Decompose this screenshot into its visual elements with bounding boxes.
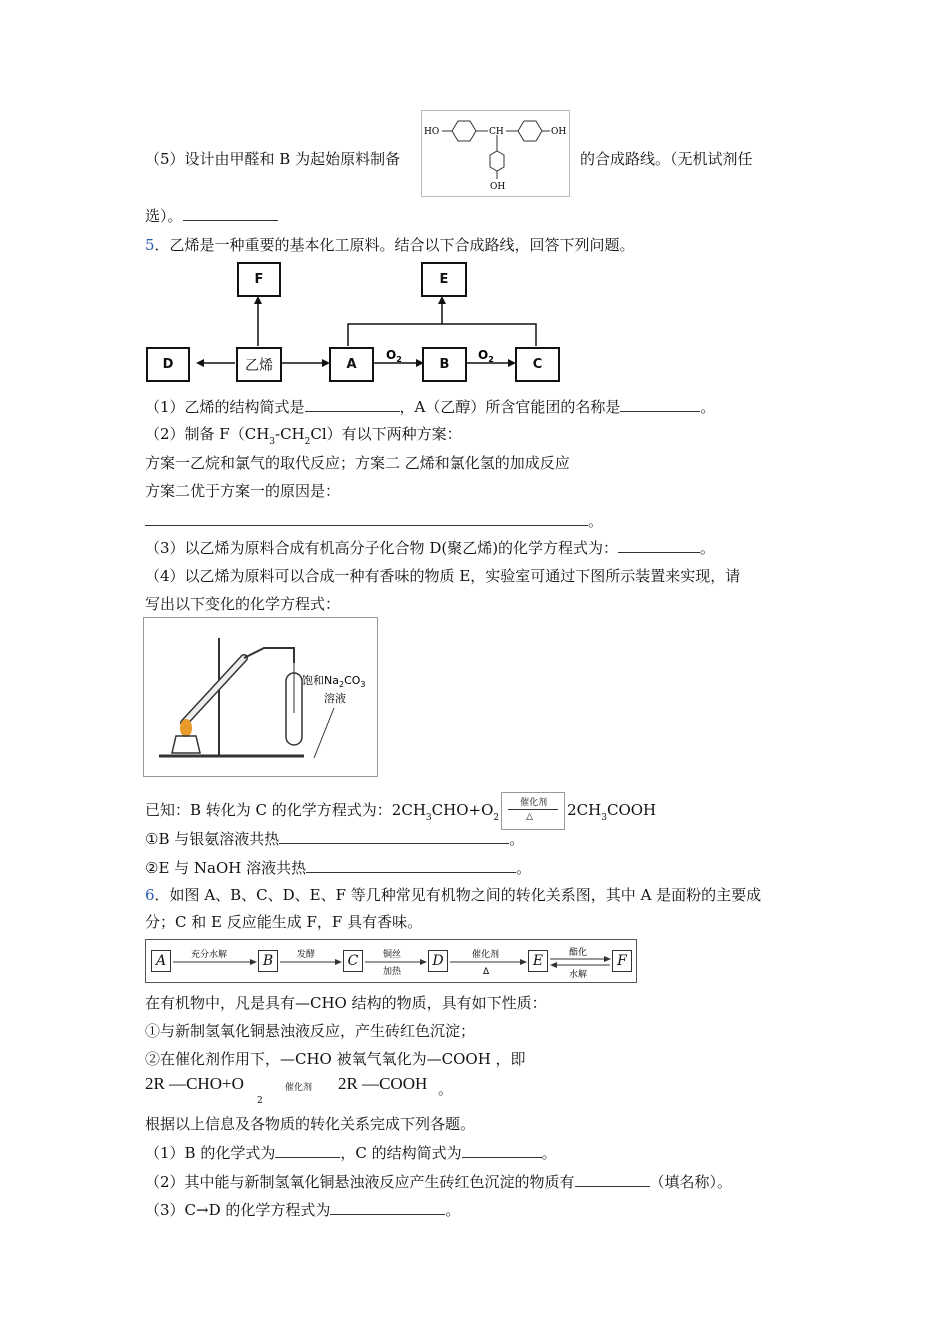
- apparatus-label-2: 溶液: [324, 692, 346, 705]
- node-b: B: [422, 347, 467, 382]
- flow-label-de-top: 催化剂: [472, 950, 500, 960]
- answer-blank[interactable]: [620, 397, 700, 412]
- node-a: A: [329, 347, 374, 382]
- q5-p1: [145, 396, 715, 417]
- node-ethylene: 乙烯: [236, 347, 282, 382]
- q4-5-suffix: 的合成路线。（无机试剂任: [580, 150, 753, 168]
- q5-p2-line2: 方案一乙烷和氯气的取代反应；方案二 乙烯和氯化氢的加成反应: [145, 454, 570, 472]
- q6-intro1-text: ．如图 A、B、C、D、E、F 等几种常见有机物之间的转化关系图，其中 A 是面粉的主要成: [154, 886, 762, 904]
- flow-label-ab: 充分水解: [191, 950, 228, 960]
- known-d: COOH: [606, 801, 657, 819]
- q5-p1-b: ，A（乙醇）所含官能团的名称是: [399, 398, 621, 416]
- q5-p3-a: （3）以乙烯为原料合成有机高分子化合物 D(聚乙烯)的化学方程式为：: [145, 539, 619, 557]
- q5-e1: [145, 828, 524, 849]
- q5-p3: [145, 537, 715, 558]
- sub: 2: [304, 437, 311, 447]
- q5-intro-text: ．乙烯是一种重要的基本化工原料。结合以下合成路线，回答下列问题。: [154, 236, 635, 254]
- right-benzene-ring: [518, 121, 542, 141]
- q5-p4-line1: （4）以乙烯为原料可以合成一种有香味的物质 E，实验室可通过下图所示装置来实现，请: [145, 567, 741, 585]
- answer-blank[interactable]: [618, 538, 700, 553]
- period: 。: [516, 859, 532, 877]
- q5-p1-a: （1）乙烯的结构简式是: [145, 398, 305, 416]
- q5-p2: [145, 423, 462, 447]
- node-d: D: [146, 347, 190, 382]
- period: 。: [541, 1144, 557, 1162]
- delivery-tube: [244, 648, 294, 663]
- target-structure-figure: [421, 110, 570, 197]
- period: 。: [445, 1201, 461, 1219]
- e2-a: ②E 与 NaOH 溶液共热: [145, 859, 307, 877]
- eq-left: 2R —CHO+O: [145, 1074, 244, 1093]
- eq-right: 2R —COOH: [338, 1074, 428, 1093]
- bisphenol-structure-svg: [422, 111, 569, 196]
- q4-5-line2: [145, 205, 278, 226]
- ho-left-label: HO: [424, 127, 440, 137]
- period: 。: [509, 830, 525, 848]
- flow-label-ef-bottom: 水解: [569, 970, 588, 980]
- q6-s1: [145, 1142, 557, 1163]
- flow-label-de-bottom: Δ: [483, 967, 490, 977]
- q6-flow-diagram: [145, 939, 637, 983]
- q5-p2-c: Cl）有以下两种方案：: [310, 425, 462, 443]
- s2-b: （填名称）。: [649, 1173, 733, 1191]
- eq-end: 。: [438, 1080, 454, 1098]
- flow-d: D: [428, 950, 448, 972]
- answer-blank[interactable]: [279, 829, 509, 844]
- alcohol-lamp: [172, 736, 200, 753]
- q6-info4: 根据以上信息及各物质的转化关系完成下列各题。: [145, 1115, 476, 1133]
- q5-p2-a: （2）制备 F（CH: [145, 425, 270, 443]
- node-f: F: [237, 262, 281, 297]
- cond-bottom: △: [526, 812, 534, 822]
- apparatus-svg: [144, 618, 377, 776]
- ch-label: CH: [489, 127, 504, 137]
- bracket-a-c: [348, 324, 536, 346]
- flow-arrows-svg: [146, 940, 636, 982]
- answer-blank[interactable]: [305, 397, 400, 412]
- q5-p2-line3: 方案二优于方案一的原因是：: [145, 482, 341, 500]
- period: 。: [588, 512, 604, 530]
- flame: [180, 719, 192, 737]
- answer-blank[interactable]: [575, 1172, 650, 1187]
- known-a: 已知：B 转化为 C 的化学方程式为：2CH: [145, 801, 426, 819]
- sub: 3: [269, 437, 276, 447]
- flow-label-cd-bottom: 加热: [383, 967, 402, 977]
- flow-label-cd-top: 铜丝: [383, 950, 402, 960]
- flow-c: C: [343, 950, 363, 972]
- o2-label-1: $O_2$: [386, 348, 402, 364]
- e1-a: ①B 与银氨溶液共热: [145, 830, 280, 848]
- flow-f: F: [612, 950, 632, 972]
- oh-right-label: OH: [551, 127, 567, 137]
- left-benzene-ring: [452, 121, 476, 141]
- q5-p2-answer: [145, 510, 603, 531]
- answer-blank[interactable]: [330, 1200, 445, 1215]
- q6-s3: [145, 1199, 460, 1220]
- catalyst-condition-box: [501, 792, 565, 830]
- s1-a: （1）B 的化学式为: [145, 1144, 276, 1162]
- label-pointer: [314, 708, 334, 758]
- q6-equation: [145, 1074, 244, 1094]
- answer-blank[interactable]: [183, 206, 278, 221]
- flow-e: E: [528, 950, 548, 972]
- q6-intro1: [145, 884, 761, 905]
- flow-label-ef-top: 酯化: [569, 948, 588, 958]
- apparatus-label-1: 饱和$Na_2CO_3$: [302, 674, 366, 689]
- apparatus-figure: [143, 617, 378, 777]
- s3-a: （3）C→D 的化学方程式为: [145, 1201, 331, 1219]
- q5-p1-c: 。: [700, 398, 716, 416]
- q6-info2: ①与新制氢氧化铜悬浊液反应，产生砖红色沉淀；: [145, 1022, 476, 1040]
- q6-info3: ②在催化剂作用下，—CHO 被氧气氧化为—COOH ，即: [145, 1050, 526, 1068]
- q5-p2-b: -CH: [275, 425, 305, 443]
- period: 。: [700, 539, 716, 557]
- answer-blank[interactable]: [462, 1143, 542, 1158]
- s2-a: （2）其中能与新制氢氧化铜悬浊液反应产生砖红色沉淀的物质有: [145, 1173, 575, 1191]
- sub: 3: [601, 813, 607, 823]
- oh-bottom-label: OH: [490, 182, 506, 192]
- q4-5-line2-text: 选）。: [145, 207, 183, 225]
- o2-label-2: $O_2$: [478, 348, 494, 364]
- eq-cond: 催化剂: [285, 1083, 313, 1093]
- known-c: 2CH: [567, 801, 602, 819]
- q5-p4-line2: 写出以下变化的化学方程式：: [145, 595, 341, 613]
- q5-number: 5: [145, 236, 155, 254]
- known-b: CHO+O: [431, 801, 494, 819]
- q6-intro2: 分；C 和 E 反应能生成 F，F 具有香味。: [145, 913, 423, 931]
- flow-b: B: [258, 950, 278, 972]
- q4-5-prefix: （5）设计由甲醛和 B 为起始原料制备: [145, 150, 401, 168]
- q6-number: 6: [145, 886, 155, 904]
- q6-s2: [145, 1171, 732, 1192]
- q6-info1: 在有机物中，凡是具有—CHO 结构的物质，具有如下性质：: [145, 994, 547, 1012]
- node-e: E: [421, 262, 467, 297]
- answer-blank[interactable]: [275, 1143, 340, 1158]
- q5-intro: [145, 234, 635, 255]
- sub: 3: [425, 813, 432, 823]
- s1-b: ，C 的结构简式为: [340, 1144, 462, 1162]
- flow-label-bc: 发酵: [297, 950, 316, 960]
- q5-e2: [145, 857, 531, 878]
- answer-blank[interactable]: [306, 858, 516, 873]
- answer-blank[interactable]: [145, 511, 588, 526]
- bottom-benzene-ring: [490, 151, 504, 171]
- node-c: C: [515, 347, 560, 382]
- q5-known: [145, 792, 656, 830]
- flow-a: A: [151, 950, 171, 972]
- eq-sub: 2: [257, 1096, 263, 1106]
- sub: 2: [493, 813, 500, 823]
- cond-top: 催化剂: [520, 798, 548, 808]
